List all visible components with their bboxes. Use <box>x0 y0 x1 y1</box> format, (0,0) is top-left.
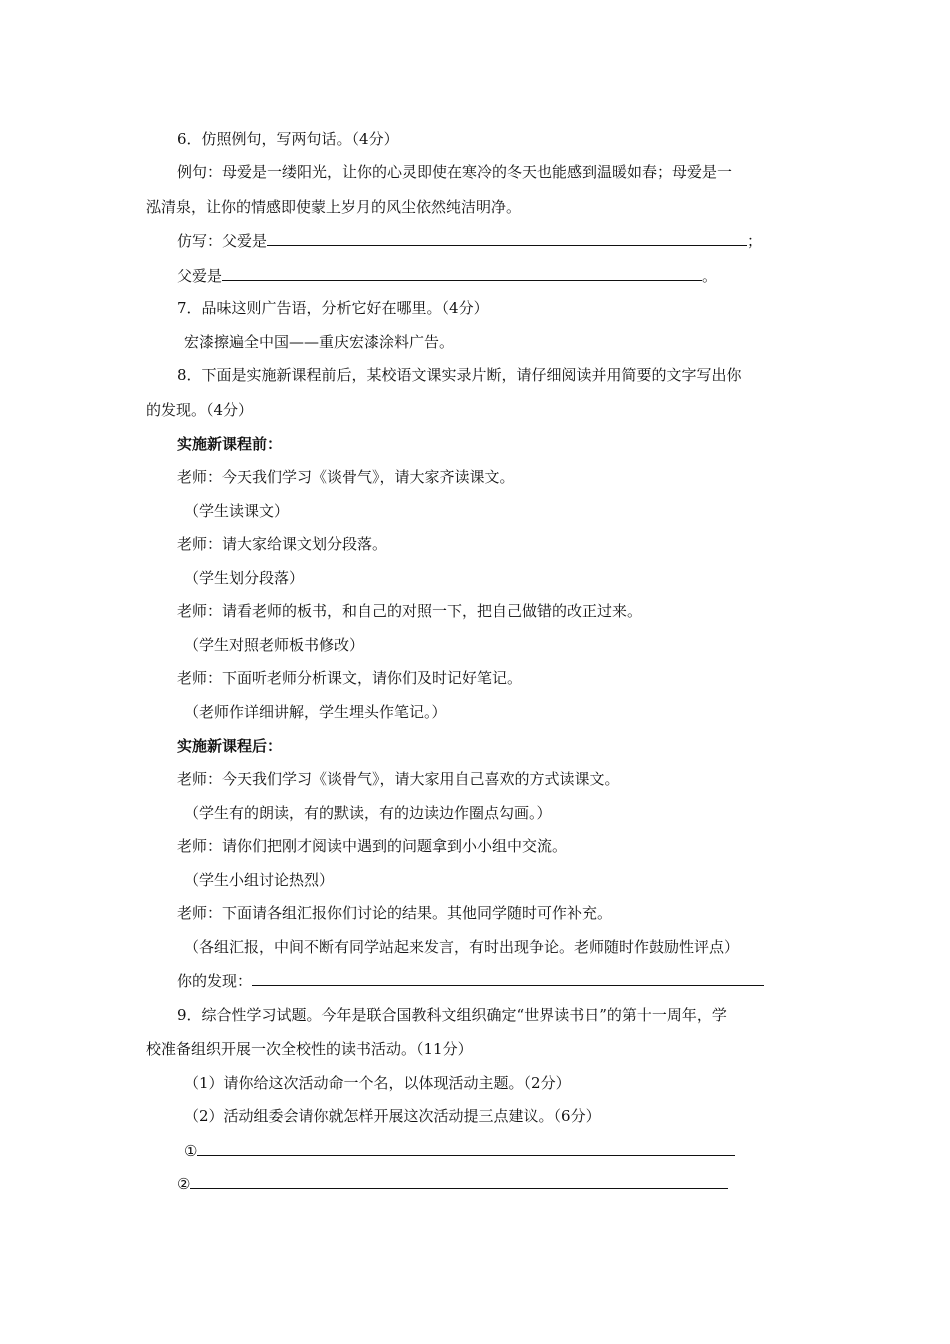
q9-sub-2: （2）活动组委会请你就怎样开展这次活动提三点建议。（6分） <box>184 1107 601 1125</box>
q9-title-line-1: 9．综合性学习试题。今年是联合国教科文组织确定“世界读书日”的第十一周年，学 <box>177 1006 727 1024</box>
dialogue-line: （各组汇报，中间不断有同学站起来发言，有时出现争论。老师随时作鼓励性评点） <box>184 938 740 956</box>
q9-title-line-2: 校准备组织开展一次全校性的读书活动。（11分） <box>146 1040 473 1058</box>
dialogue-line: 老师：下面请各组汇报你们讨论的结果。其他同学随时可作补充。 <box>177 904 613 922</box>
dialogue-line: 老师：今天我们学习《谈骨气》，请大家齐读课文。 <box>177 468 515 486</box>
dialogue-line: 老师：下面听老师分析课文，请你们及时记好笔记。 <box>177 669 523 687</box>
finding-line <box>177 970 764 990</box>
q6-example-line-1: 例句：母爱是一缕阳光，让你的心灵即使在寒冷的冬天也能感到温暖如春；母爱是一 <box>177 163 733 181</box>
q6-imitate-line-1 <box>177 230 762 250</box>
finding-label: 你的发现： <box>177 972 253 990</box>
before-heading: 实施新课程前： <box>177 435 283 453</box>
dialogue-line: （学生划分段落） <box>184 569 305 587</box>
q9-sub-1: （1）请你给这次活动命一个名，以体现活动主题。（2分） <box>184 1074 571 1092</box>
q8-title-line-1: 8．下面是实施新课程前后，某校语文课实录片断，请仔细阅读并用简要的文字写出你 <box>177 366 742 384</box>
dialogue-line: 老师：今天我们学习《谈骨气》，请大家用自己喜欢的方式读课文。 <box>177 770 620 788</box>
answer-blank[interactable] <box>267 230 747 246</box>
dialogue-line: 老师：请大家给课文划分段落。 <box>177 535 388 553</box>
imitate-end-2: 。 <box>702 267 718 285</box>
dialogue-line: 老师：请看老师的板书，和自己的对照一下，把自己做错的改正过来。 <box>177 602 643 620</box>
answer-blank[interactable] <box>190 1173 728 1189</box>
q6-example-line-2: 泓清泉，让你的情感即使蒙上岁月的风尘依然纯洁明净。 <box>146 198 522 216</box>
dialogue-line: （学生有的朗读，有的默读，有的边读边作圈点勾画。） <box>184 804 552 822</box>
q7-title: 7．品味这则广告语，分析它好在哪里。（4分） <box>177 299 489 317</box>
suggestion-line-2 <box>177 1173 728 1193</box>
answer-blank[interactable] <box>222 265 702 281</box>
imitate-end: ； <box>747 232 763 250</box>
imitate-label-2: 父爱是 <box>177 267 223 285</box>
suggestion-line-1 <box>184 1140 735 1160</box>
after-heading: 实施新课程后： <box>177 737 283 755</box>
dialogue-line: （学生对照老师板书修改） <box>184 636 365 654</box>
dialogue-line: （学生读课文） <box>184 502 290 520</box>
answer-blank[interactable] <box>252 970 764 986</box>
q6-imitate-line-2 <box>177 265 717 285</box>
answer-blank[interactable] <box>197 1140 735 1156</box>
dialogue-line: （学生小组讨论热烈） <box>184 871 335 889</box>
q6-title: 6．仿照例句，写两句话。（4分） <box>177 130 399 148</box>
imitate-label: 仿写：父爱是 <box>177 232 268 250</box>
q7-slogan: 宏漆擦遍全中国——重庆宏漆涂料广告。 <box>184 333 455 351</box>
dialogue-line: 老师：请你们把刚才阅读中遇到的问题拿到小小组中交流。 <box>177 837 568 855</box>
q8-title-line-2: 的发现。（4分） <box>146 401 254 419</box>
dialogue-line: （老师作详细讲解，学生埋头作笔记。） <box>184 703 447 721</box>
item-marker: ② <box>177 1175 191 1193</box>
item-marker: ① <box>184 1142 198 1160</box>
